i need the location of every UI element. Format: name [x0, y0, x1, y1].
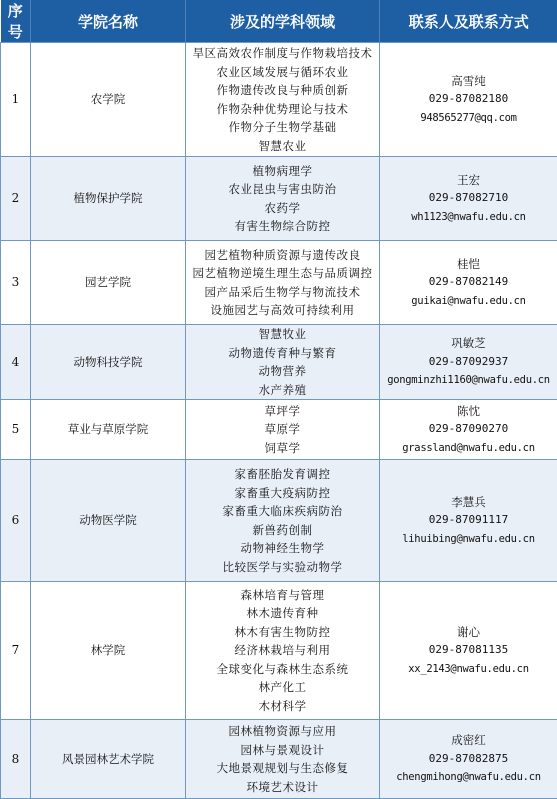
field-item: 设施园艺与高效可持续利用: [210, 303, 355, 317]
fields-cell: [186, 325, 380, 400]
fields-cell: [186, 460, 380, 582]
contact-cell: [380, 43, 557, 157]
row-index: 6: [1, 460, 31, 582]
table-row: [1, 43, 557, 157]
field-item: 林木遗传育种: [246, 606, 319, 621]
contact-email[interactable]: grassland@nwafu.edu.cn: [402, 441, 535, 454]
field-item: 大地景观规划与生态修复: [216, 761, 349, 775]
college-name: 林学院: [31, 582, 186, 720]
contact-email[interactable]: 948565277@qq.com: [420, 111, 517, 124]
field-item: 木材科学: [258, 698, 307, 713]
contact-phone: 029-87090270: [428, 422, 509, 436]
field-item: 林木有害生物防控: [234, 624, 331, 639]
field-item: 家畜重大疫病防控: [234, 485, 331, 500]
field-item: 森林培育与管理: [240, 587, 325, 602]
table-row: [1, 400, 557, 460]
field-item: 新兽药创制: [252, 522, 313, 537]
field-item: 农药学: [264, 200, 301, 215]
field-item: 农业区域发展与循环农业: [216, 64, 349, 79]
field-item: 饲草学: [264, 440, 301, 455]
row-index: 2: [1, 157, 31, 241]
field-item: 草原学: [264, 422, 301, 437]
field-item: 作物杂种优势理论与技术: [216, 101, 349, 116]
field-item: 动物神经生物学: [240, 541, 325, 555]
fields-cell: [186, 582, 380, 720]
contact-email[interactable]: guikai@nwafu.edu.cn: [411, 294, 526, 307]
field-item: 智慧牧业: [258, 327, 307, 341]
contact-name: 巩敏芝: [451, 336, 486, 351]
row-index: 5: [1, 400, 31, 460]
row-index: 3: [1, 241, 31, 325]
contact-cell: [380, 241, 557, 325]
field-item: 动物遗传育种与繁育: [228, 345, 337, 360]
contact-phone: 029-87082710: [428, 191, 509, 205]
contact-email[interactable]: gongminzhi1160@nwafu.edu.cn: [387, 374, 550, 387]
contact-cell: [380, 400, 557, 460]
contact-name: 谢心: [457, 624, 480, 639]
row-index: 1: [1, 43, 31, 157]
field-item: 动物营养: [258, 364, 307, 378]
field-item: 有害生物综合防控: [234, 219, 331, 233]
field-item: 园产品采后生物学与物流技术: [204, 284, 361, 299]
field-item: 旱区高效农作制度与作物栽培技术: [192, 46, 373, 60]
table-row: [1, 325, 557, 400]
contact-email[interactable]: wh1123@nwafu.edu.cn: [411, 210, 526, 223]
field-item: 园艺植物种质资源与遗传改良: [204, 247, 361, 262]
table-row: [1, 157, 557, 241]
header-college: 学院名称: [31, 0, 186, 43]
table-row: [1, 582, 557, 720]
college-name: 动物科技学院: [31, 325, 186, 400]
fields-cell: [186, 157, 380, 241]
contact-name: 高雪纯: [451, 73, 486, 88]
field-item: 经济林栽培与利用: [234, 643, 331, 658]
header-fields: 涉及的学科领域: [186, 0, 380, 43]
field-item: 家畜胚胎发育调控: [234, 467, 331, 481]
fields-cell: [186, 400, 380, 460]
fields-cell: [186, 241, 380, 325]
contact-phone: 029-87081135: [428, 643, 509, 657]
table-row: [1, 460, 557, 582]
field-item: 作物遗传改良与种质创新: [216, 83, 349, 97]
contact-cell: [380, 582, 557, 720]
contact-cell: [380, 460, 557, 582]
table-row: [1, 720, 557, 799]
contact-phone: 029-87082149: [428, 275, 509, 289]
contact-phone: 029-87082180: [428, 92, 509, 106]
college-name: 植物保护学院: [31, 157, 186, 241]
fields-cell: [186, 43, 380, 157]
contact-email[interactable]: xx_2143@nwafu.edu.cn: [408, 662, 529, 675]
contact-name: 桂恺: [457, 256, 480, 271]
field-item: 园林植物资源与应用: [228, 724, 337, 738]
college-name: 动物医学院: [31, 460, 186, 582]
college-name: 风景园林艺术学院: [31, 720, 186, 799]
contact-email[interactable]: chengmihong@nwafu.edu.cn: [396, 771, 541, 784]
field-item: 智慧农业: [258, 138, 307, 153]
contact-name: 李慧兵: [451, 494, 486, 509]
row-index: 7: [1, 582, 31, 720]
contact-name: 成密红: [451, 733, 486, 748]
college-name: 草业与草原学院: [31, 400, 186, 460]
contact-phone: 029-87092937: [428, 354, 509, 368]
contact-name: 王宏: [457, 172, 480, 187]
contact-phone: 029-87091117: [428, 513, 509, 527]
contact-name: 陈忱: [457, 403, 480, 418]
field-item: 农业昆虫与害虫防治: [228, 182, 337, 196]
field-item: 林产化工: [258, 680, 307, 695]
table-body: [1, 43, 557, 799]
field-item: 家畜重大临床疾病防治: [222, 504, 343, 518]
fields-cell: [186, 720, 380, 799]
row-index: 8: [1, 720, 31, 799]
contact-email[interactable]: lihuibing@nwafu.edu.cn: [402, 532, 535, 545]
contact-cell: [380, 157, 557, 241]
field-item: 作物分子生物学基础: [228, 120, 337, 134]
contact-cell: [380, 325, 557, 400]
contact-phone: 029-87082875: [428, 751, 509, 765]
field-item: 环境艺术设计: [246, 779, 319, 794]
field-item: 园艺植物逆境生理生态与品质调控: [192, 266, 373, 280]
contact-cell: [380, 720, 557, 799]
college-name: 园艺学院: [31, 241, 186, 325]
table-header-row: [1, 0, 557, 43]
field-item: 全球变化与森林生态系统: [216, 661, 349, 676]
header-index: 序号: [7, 2, 23, 41]
header-contact: 联系人及联系方式: [380, 0, 557, 43]
table-row: [1, 241, 557, 325]
college-name: 农学院: [31, 43, 186, 157]
field-item: 草坪学: [264, 403, 301, 418]
field-item: 植物病理学: [252, 163, 313, 178]
field-item: 园林与景观设计: [240, 742, 325, 757]
field-item: 比较医学与实验动物学: [222, 559, 343, 574]
row-index: 4: [1, 325, 31, 400]
field-item: 水产养殖: [258, 382, 307, 397]
